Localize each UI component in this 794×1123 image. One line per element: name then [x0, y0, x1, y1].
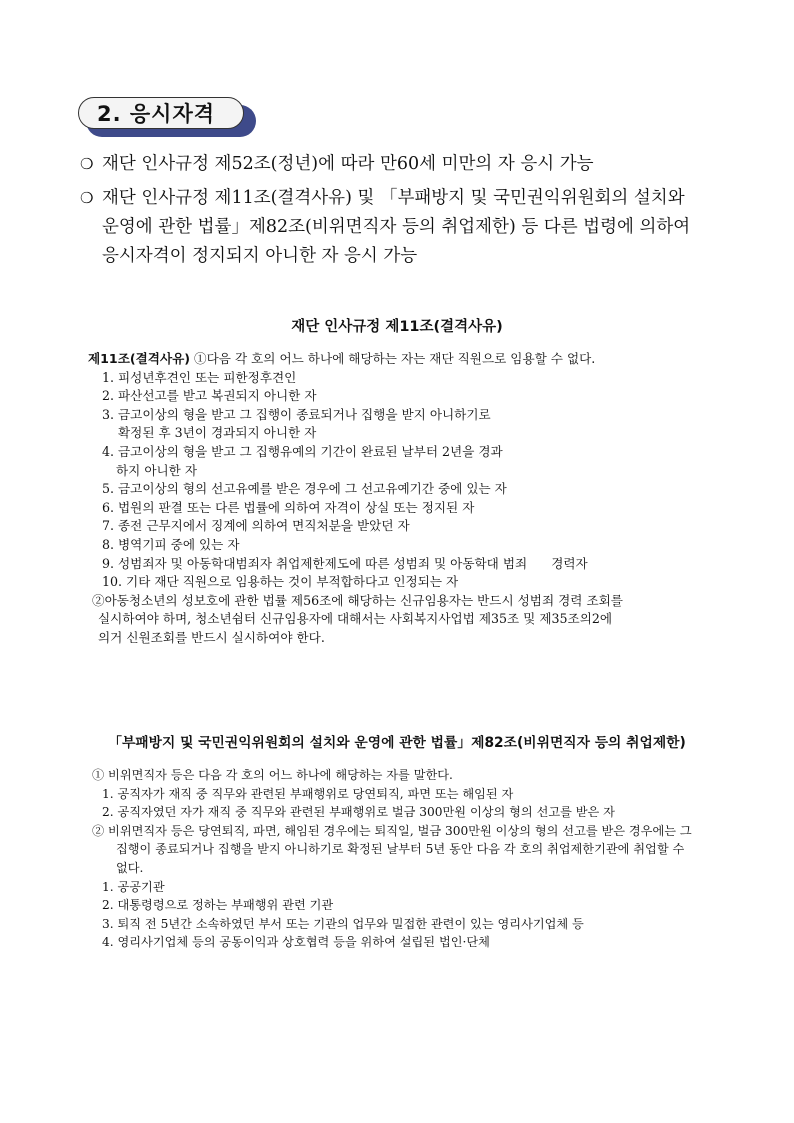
- circle-bullet-icon: ❍: [80, 155, 94, 173]
- article11-line: 1. 피성년후견인 또는 피한정후견인: [102, 369, 297, 385]
- article11-lead-bold: 제11조(결격사유): [88, 351, 191, 366]
- article82-line: ① 비위면직자 등은 다음 각 호의 어느 하나에 해당하는 자를 말한다.: [92, 768, 453, 782]
- eligibility-line: 재단 인사규정 제52조(정년)에 따라 만60세 미만의 자 응시 가능: [102, 154, 594, 174]
- article82-line: 4. 영리사기업체 등의 공동이익과 상호협력 등을 위하여 설립된 법인·단체: [102, 935, 490, 950]
- article82-line: 집행이 종료되거나 집행을 받지 아니하기로 확정된 날부터 5년 동안 다음 각 호의 취업제한기관에 취업할 수: [116, 842, 685, 857]
- article82-line: 없다.: [116, 860, 144, 875]
- article11-line: 하지 아니한 자: [116, 462, 197, 478]
- eligibility-item: [80, 184, 730, 271]
- article11-line: 2. 파산선고를 받고 복권되지 아니한 자: [102, 388, 317, 404]
- eligibility-item: [80, 150, 730, 179]
- article11-line: 7. 종전 근무지에서 징계에 의하여 면직처분을 받았던 자: [102, 518, 410, 534]
- article11-line: 8. 병역기피 중에 있는 자: [102, 536, 240, 552]
- article82-line: 2. 대통령령으로 정하는 부패행위 관련 기관: [102, 898, 334, 913]
- article11-title: 재단 인사규정 제11조(결격사유): [291, 319, 503, 335]
- section-heading-badge: [78, 97, 256, 137]
- article11-line: 3. 금고이상의 형을 받고 그 집행이 종료되거나 집행을 받지 아니하기로: [102, 406, 491, 422]
- article11-line: 10. 기타 재단 직원으로 임용하는 것이 부적합하다고 인정되는 자: [102, 574, 459, 590]
- article11-line: 의거 신원조회를 반드시 실시하여야 한다.: [98, 629, 325, 645]
- article11-line: 9. 성범죄자 및 아동학대범죄자 취업제한제도에 따른 성범죄 및 아동학대 범죄 경력자: [102, 555, 588, 571]
- article11-line: 5. 금고이상의 형의 선고유예를 받은 경우에 그 선고유예기간 중에 있는 자: [102, 481, 507, 497]
- article11-line: 6. 법원의 판결 또는 다른 법률에 의하여 자격이 상실 또는 정지된 자: [102, 499, 475, 515]
- article82-line: ② 비위면직자 등은 당연퇴직, 파면, 해임된 경우에는 퇴직일, 벌금 300만원 이상의 형의 선고를 받은 경우에는 그: [92, 823, 692, 838]
- article82-line: 2. 공직자였던 자가 재직 중 직무와 관련된 부패행위로 벌금 300만원 이상의 형의 선고를 받은 자: [102, 805, 615, 820]
- section-heading: 2. 응시자격: [78, 97, 244, 129]
- article82-line: 1. 공공기관: [102, 879, 165, 894]
- eligibility-line: 응시자격이 정지되지 아니한 자 응시 가능: [102, 246, 418, 266]
- article11-line: ②아동청소년의 성보호에 관한 법률 제56조에 해당하는 신규임용자는 반드시 성범죄 경력 조회를: [92, 592, 623, 608]
- article11-line: 확정된 후 3년이 경과되지 아니한 자: [118, 425, 317, 441]
- article82-line: 1. 공직자가 재직 중 직무와 관련된 부패행위로 당연퇴직, 파면 또는 해임된 자: [102, 786, 514, 801]
- article11-line: 4. 금고이상의 형을 받고 그 집행유예의 기간이 완료된 날부터 2년을 경과: [102, 443, 503, 459]
- article82-title: 「부패방지 및 국민권익위원회의 설치와 운영에 관한 법률」제82조(비위면직자 등의 취업제한): [108, 735, 686, 751]
- article11-line: 실시하여야 하며, 청소년쉼터 신규임용자에 대해서는 사회복지사업법 제35조 및 제35조의2에: [98, 611, 613, 627]
- article11-body: [88, 350, 728, 648]
- circle-bullet-icon: ❍: [80, 189, 94, 207]
- article82-body: [92, 766, 732, 952]
- eligibility-line: 재단 인사규정 제11조(결격사유) 및 「부패방지 및 국민권익위원회의 설치와: [102, 188, 685, 208]
- article11-lead: [88, 350, 728, 369]
- eligibility-line: 운영에 관한 법률」제82조(비위면직자 등의 취업제한) 등 다른 법령에 의하여: [102, 217, 691, 237]
- article11-lead-text: ①다음 각 호의 어느 하나에 해당하는 자는 재단 직원으로 임용할 수 없다.: [190, 351, 596, 366]
- article82-line: 3. 퇴직 전 5년간 소속하였던 부서 또는 기관의 업무와 밀접한 관련이 있는 영리사기업체 등: [102, 916, 584, 931]
- eligibility-list: [80, 150, 730, 271]
